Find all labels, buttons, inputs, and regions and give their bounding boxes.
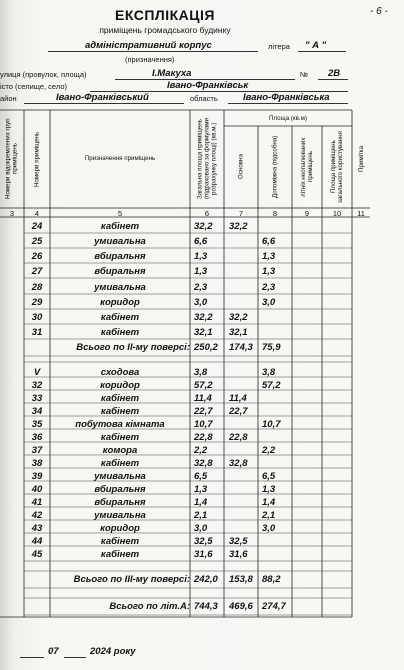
- room-main-area: [229, 265, 259, 278]
- floor3-summary-label: Всього по ІІІ-му поверсі:: [73, 574, 190, 585]
- room-total-area: 32,2: [194, 221, 213, 232]
- room-number: 39: [31, 471, 43, 482]
- room-auxiliary-area: [262, 311, 294, 324]
- room-purpose: кабінет: [100, 221, 140, 232]
- street-value: І.Макуха: [152, 68, 192, 79]
- room-total-area: 1,3: [194, 484, 208, 495]
- grand-total-main: 469,6: [229, 601, 253, 612]
- floor3-summary-main: 153,8: [229, 574, 253, 585]
- header-main-area: Основна: [237, 154, 245, 180]
- room-number: 29: [31, 297, 43, 308]
- number-label: №: [300, 70, 309, 79]
- room-auxiliary-area: 1,3: [262, 484, 276, 495]
- room-purpose: коридор: [100, 297, 140, 308]
- room-number: 43: [31, 523, 43, 534]
- header-auxiliary-area: Допоміжна (підсобна): [271, 135, 279, 199]
- room-main-area: 22,8: [229, 432, 248, 443]
- room-number: 44: [31, 536, 43, 547]
- grand-total-label: Всього по літ.А:: [109, 601, 190, 612]
- room-total-area: 32,8: [194, 458, 213, 469]
- room-purpose: умивальна: [94, 471, 146, 482]
- room-number: 32: [31, 380, 43, 391]
- room-auxiliary-area: 2,2: [262, 445, 276, 456]
- room-main-area: 22,7: [229, 406, 248, 417]
- litera-value: " А ": [305, 40, 327, 51]
- room-auxiliary-area: [262, 220, 294, 233]
- region-value: Івано-Франківська: [243, 92, 330, 103]
- room-auxiliary-area: [262, 392, 294, 405]
- room-number: 38: [31, 458, 43, 469]
- room-main-area: 32,1: [229, 327, 248, 338]
- room-main-area: [229, 522, 259, 535]
- room-total-area: 2,1: [194, 510, 208, 521]
- column-number: 10: [332, 209, 342, 218]
- room-number: V: [33, 367, 41, 378]
- room-main-area: 32,5: [229, 536, 248, 547]
- room-purpose: кабінет: [100, 327, 140, 338]
- room-auxiliary-area: [262, 548, 294, 561]
- footer-month: 07: [48, 646, 59, 657]
- room-total-area: 1,3: [194, 251, 208, 262]
- room-purpose: кабінет: [100, 393, 140, 404]
- room-auxiliary-area: [262, 535, 294, 548]
- room-total-area: 3,0: [194, 297, 208, 308]
- building-purpose-value: адміністративний корпус: [85, 40, 212, 51]
- room-total-area: 11,4: [194, 393, 212, 404]
- room-number: 24: [31, 221, 43, 232]
- room-purpose: комора: [102, 445, 138, 456]
- room-purpose: кабінет: [100, 536, 140, 547]
- room-number: 30: [31, 312, 43, 323]
- column-number: 7: [238, 209, 244, 218]
- room-auxiliary-area: 2,1: [262, 510, 276, 521]
- room-main-area: 11,4: [229, 393, 247, 404]
- room-number: 27: [31, 266, 43, 277]
- document-title: ЕКСПЛІКАЦІЯ: [115, 7, 215, 23]
- room-purpose: кабінет: [100, 549, 140, 560]
- room-purpose: вбиральня: [94, 266, 146, 277]
- column-number: 9: [304, 209, 310, 218]
- room-auxiliary-area: [262, 457, 294, 470]
- room-purpose: кабінет: [100, 432, 140, 443]
- room-main-area: 31,6: [229, 549, 248, 560]
- floor3-summary-total: 242,0: [194, 574, 218, 585]
- room-main-area: [229, 483, 259, 496]
- room-purpose: коридор: [100, 523, 140, 534]
- number-value: 2В: [328, 68, 341, 79]
- room-auxiliary-area: [262, 405, 294, 418]
- region-label: область: [190, 94, 218, 103]
- room-total-area: 1,3: [194, 266, 208, 277]
- room-total-area: 6,5: [194, 471, 208, 482]
- room-auxiliary-area: 1,4: [262, 497, 276, 508]
- room-total-area: 32,5: [194, 536, 213, 547]
- column-number: 6: [204, 209, 210, 218]
- room-auxiliary-area: 2,3: [262, 282, 276, 293]
- column-number: 4: [34, 209, 40, 218]
- header-area-group: Площа (кв.м): [269, 115, 307, 122]
- room-purpose: кабінет: [100, 406, 140, 417]
- purpose-caption: (призначення): [125, 55, 175, 64]
- column-number: 3: [9, 209, 15, 218]
- room-purpose: вбиральня: [94, 484, 146, 495]
- floor2-summary-auxiliary: 75,9: [262, 342, 281, 353]
- floor2-summary-main: 174,3: [229, 342, 253, 353]
- room-number: 45: [31, 549, 43, 560]
- room-auxiliary-area: 3,0: [262, 297, 276, 308]
- room-main-area: [229, 281, 259, 294]
- room-number: 42: [31, 510, 43, 521]
- room-total-area: 22,8: [194, 432, 213, 443]
- street-label: улиця (провулок, площа): [0, 70, 87, 79]
- room-auxiliary-area: 3,0: [262, 523, 276, 534]
- litera-label: літера: [268, 42, 290, 51]
- room-purpose: сходова: [100, 367, 140, 378]
- room-total-area: 32,2: [194, 312, 213, 323]
- room-total-area: 10,7: [194, 419, 213, 430]
- room-total-area: 3,8: [194, 367, 208, 378]
- room-auxiliary-area: 57,2: [262, 380, 281, 391]
- settlement-value: Івано-Франківськ: [167, 80, 249, 91]
- column-number: 8: [272, 209, 278, 218]
- room-auxiliary-area: [262, 431, 294, 444]
- footer-year: 2024 року: [90, 646, 136, 657]
- room-auxiliary-area: 6,5: [262, 471, 276, 482]
- room-total-area: 6,6: [194, 236, 208, 247]
- floor2-summary-label: Всього по ІІ-му поверсі:: [76, 342, 190, 353]
- room-purpose: умивальна: [94, 282, 146, 293]
- grand-total-total: 744,3: [194, 601, 218, 612]
- header-floor-number: Номери відокремлених груп приміщень: [4, 118, 19, 200]
- header-summer-area: літніх неопалюваних приміщень: [300, 137, 314, 197]
- header-room-purpose: Призначення приміщень: [84, 155, 156, 162]
- room-total-area: 3,0: [194, 523, 208, 534]
- floor2-summary-total: 250,2: [194, 342, 218, 353]
- floor3-summary-auxiliary: 88,2: [262, 574, 281, 585]
- room-main-area: [229, 444, 259, 457]
- room-number: 41: [31, 497, 43, 508]
- header-common-area: Площа приміщень загального користування: [330, 131, 344, 203]
- document-subtitle: приміщень громадського будинку: [99, 25, 231, 35]
- room-auxiliary-area: 10,7: [262, 419, 281, 430]
- column-number: 11: [357, 209, 365, 218]
- grand-total-auxiliary: 274,7: [262, 601, 286, 612]
- room-total-area: 1,4: [194, 497, 208, 508]
- room-main-area: [229, 296, 259, 309]
- header-room-number: Номери приміщень: [33, 131, 41, 187]
- room-auxiliary-area: 1,3: [262, 266, 276, 277]
- room-main-area: 32,2: [229, 312, 248, 323]
- room-main-area: 32,2: [229, 221, 248, 232]
- room-number: 26: [31, 251, 43, 262]
- room-main-area: [229, 470, 259, 483]
- room-total-area: 2,2: [194, 445, 208, 456]
- room-number: 28: [31, 282, 43, 293]
- room-main-area: [229, 366, 259, 379]
- room-main-area: 32,8: [229, 458, 248, 469]
- room-purpose: умивальна: [94, 510, 146, 521]
- room-main-area: [229, 509, 259, 522]
- district-label: айон: [0, 94, 17, 103]
- header-total-area: Загальна площа приміщень (підраховано за формулами розрахунку площі) (кв.м.): [196, 118, 218, 200]
- room-total-area: 2,3: [194, 282, 208, 293]
- room-main-area: [229, 418, 259, 431]
- room-auxiliary-area: 6,6: [262, 236, 276, 247]
- room-purpose: кабінет: [100, 458, 140, 469]
- page-number: - 6 -: [370, 6, 388, 17]
- room-main-area: [229, 379, 259, 392]
- room-number: 31: [31, 327, 43, 338]
- district-value: Івано-Франківський: [56, 92, 149, 103]
- room-total-area: 32,1: [194, 327, 213, 338]
- room-purpose: вбиральня: [94, 251, 146, 262]
- room-purpose: побутова кімната: [75, 419, 165, 430]
- room-auxiliary-area: 1,3: [262, 251, 276, 262]
- room-purpose: коридор: [100, 380, 140, 391]
- room-purpose: кабінет: [100, 312, 140, 323]
- column-number: 5: [117, 209, 123, 218]
- room-number: 40: [31, 484, 43, 495]
- room-auxiliary-area: 3,8: [262, 367, 276, 378]
- room-total-area: 22,7: [194, 406, 213, 417]
- room-number: 25: [31, 236, 43, 247]
- room-auxiliary-area: [262, 326, 294, 339]
- room-number: 36: [31, 432, 43, 443]
- room-total-area: 31,6: [194, 549, 213, 560]
- header-note: Примітка: [358, 145, 365, 173]
- room-number: 35: [31, 419, 43, 430]
- room-purpose: вбиральня: [94, 497, 146, 508]
- room-purpose: умивальна: [94, 236, 146, 247]
- room-number: 33: [31, 393, 43, 404]
- room-number: 37: [31, 445, 43, 456]
- settlement-label: істо (селище, село): [0, 82, 67, 91]
- room-number: 34: [31, 406, 43, 417]
- room-main-area: [229, 250, 259, 263]
- room-total-area: 57,2: [194, 380, 213, 391]
- room-main-area: [229, 235, 259, 248]
- room-main-area: [229, 496, 259, 509]
